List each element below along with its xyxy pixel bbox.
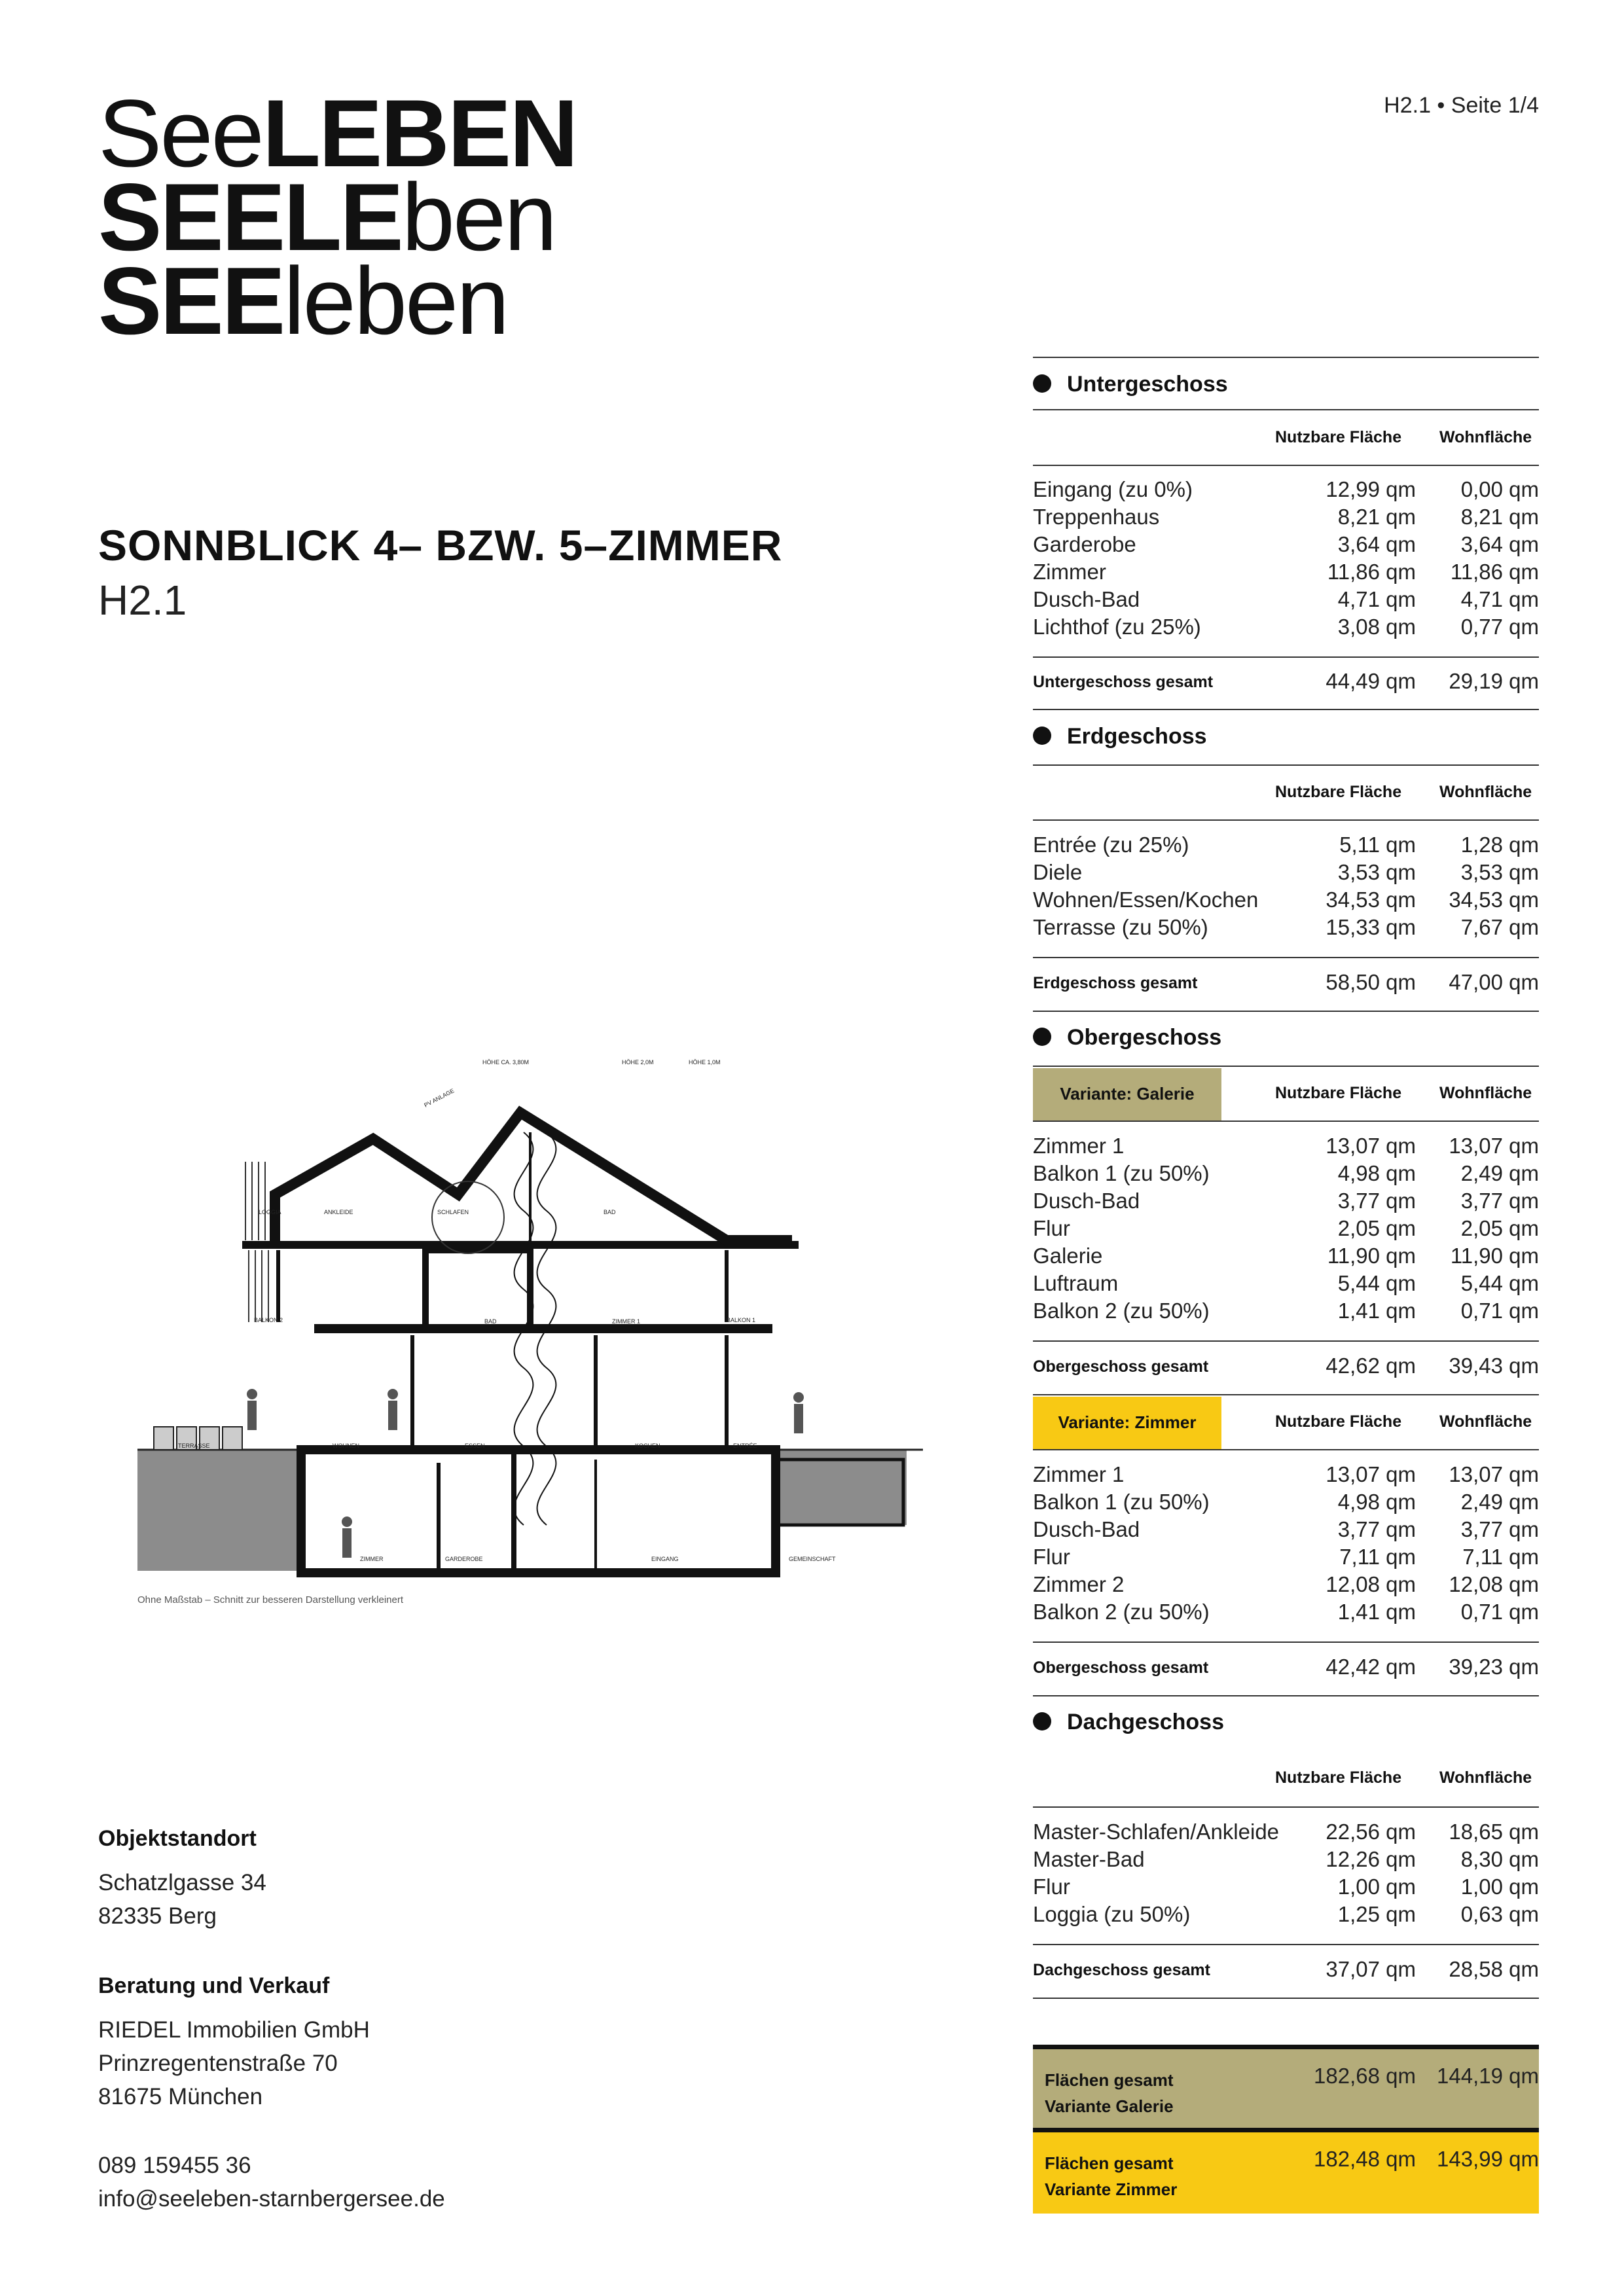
label-height-3: HÖHE 1,0M — [689, 1059, 721, 1066]
table-row: Zimmer 1 13,07 qm 13,07 qm — [1033, 1134, 1539, 1158]
company-name: RIEDEL Immobilien GmbH — [98, 2017, 370, 2043]
divider — [1033, 764, 1539, 766]
email-link[interactable]: info@seeleben-starnbergersee.de — [98, 2186, 445, 2212]
column-header-living: Wohnfläche — [1439, 1412, 1532, 1431]
label-zimmer-ug: ZIMMER — [360, 1556, 384, 1562]
label-terrasse: TERRASSE — [178, 1443, 210, 1449]
label-wohnen: WOHNEN — [333, 1443, 359, 1449]
label-essen: ESSEN — [465, 1443, 485, 1449]
company-city: 81675 München — [98, 2084, 263, 2109]
divider — [1033, 1695, 1539, 1696]
column-header-usable: Nutzbare Fläche — [1275, 1768, 1402, 1787]
sales-block — [98, 1973, 370, 2113]
bullet-icon — [1033, 726, 1051, 745]
column-header-usable: Nutzbare Fläche — [1275, 783, 1402, 801]
table-row: Master-Schlafen/Ankleide 22,56 qm 18,65 qm — [1033, 1820, 1539, 1844]
balcony-railing-left — [249, 1250, 268, 1322]
table-row: Zimmer 11,86 qm 11,86 qm — [1033, 560, 1539, 584]
table-row: Flur 7,11 qm 7,11 qm — [1033, 1545, 1539, 1569]
page-title: SONNBLICK 4– BZW. 5–ZIMMER — [98, 521, 783, 569]
label-entree: ENTRÉE — [733, 1443, 757, 1449]
bullet-icon — [1033, 374, 1051, 393]
total-row-dachgeschoss: Dachgeschoss gesamt 37,07 qm 28,58 qm — [1033, 1957, 1539, 1981]
table-row: Zimmer 1 13,07 qm 13,07 qm — [1033, 1462, 1539, 1486]
label-height-2: HÖHE 2,0M — [622, 1059, 654, 1066]
table-row: Master-Bad 12,26 qm 8,30 qm — [1033, 1847, 1539, 1871]
column-header-living: Wohnfläche — [1439, 1084, 1532, 1102]
basement-outline — [301, 1450, 776, 1573]
table-row: Balkon 1 (zu 50%) 4,98 qm 2,49 qm — [1033, 1161, 1539, 1185]
terrain-left — [137, 1450, 301, 1571]
section-heading-untergeschoss: Untergeschoss — [1033, 372, 1228, 397]
building-section-drawing — [137, 1054, 923, 1617]
contact-block — [98, 2149, 445, 2215]
table-row: Entrée (zu 25%) 5,11 qm 1,28 qm — [1033, 833, 1539, 857]
column-header-usable: Nutzbare Fläche — [1275, 1412, 1402, 1431]
table-row: Treppenhaus 8,21 qm 8,21 qm — [1033, 505, 1539, 529]
column-header-usable: Nutzbare Fläche — [1275, 1084, 1402, 1102]
divider — [1033, 1394, 1539, 1395]
phone-number: 089 159455 36 — [98, 2153, 251, 2178]
label-schlafen: SCHLAFEN — [437, 1209, 469, 1215]
divider — [1033, 1066, 1539, 1067]
label-kochen: KOCHEN — [635, 1443, 660, 1449]
page-subtitle: H2.1 — [98, 577, 187, 624]
location-street: Schatzlgasse 34 — [98, 1870, 266, 1895]
location-city: 82335 Berg — [98, 1903, 217, 1929]
label-bad-og: BAD — [484, 1318, 497, 1325]
divider — [1033, 1944, 1539, 1945]
logo-line-1: SeeLEBEN — [98, 80, 577, 187]
variant-badge-galerie: Variante: Galerie — [1033, 1068, 1221, 1121]
total-row-untergeschoss: Untergeschoss gesamt 44,49 qm 29,19 qm — [1033, 669, 1539, 693]
label-gemeinschaft: GEMEINSCHAFT — [789, 1556, 836, 1562]
bathroom-box — [425, 1250, 530, 1329]
table-row: Lichthof (zu 25%) 3,08 qm 0,77 qm — [1033, 615, 1539, 639]
column-header-living: Wohnfläche — [1439, 1768, 1532, 1787]
table-row: Terrasse (zu 50%) 15,33 qm 7,67 qm — [1033, 915, 1539, 939]
label-bad-dg: BAD — [604, 1209, 616, 1215]
divider — [1033, 957, 1539, 958]
divider — [1033, 709, 1539, 710]
divider — [1033, 1121, 1539, 1122]
sales-heading: Beratung und Verkauf — [98, 1973, 330, 1998]
bullet-icon — [1033, 1712, 1051, 1731]
brand-logo — [98, 80, 577, 354]
divider — [1033, 1641, 1539, 1643]
table-row: Galerie 11,90 qm 11,90 qm — [1033, 1244, 1539, 1268]
divider — [1033, 1340, 1539, 1342]
table-row: Dusch-Bad 3,77 qm 3,77 qm — [1033, 1517, 1539, 1541]
total-row-obergeschoss-galerie: Obergeschoss gesamt 42,62 qm 39,43 qm — [1033, 1354, 1539, 1378]
label-eingang: EINGANG — [651, 1556, 679, 1562]
page-reference: H2.1 • Seite 1/4 — [1384, 93, 1539, 118]
section-heading-dachgeschoss: Dachgeschoss — [1033, 1710, 1224, 1735]
table-row: Balkon 1 (zu 50%) 4,98 qm 2,49 qm — [1033, 1490, 1539, 1514]
total-row-erdgeschoss: Erdgeschoss gesamt 58,50 qm 47,00 qm — [1033, 970, 1539, 994]
table-row: Luftraum 5,44 qm 5,44 qm — [1033, 1271, 1539, 1295]
company-street: Prinzregentenstraße 70 — [98, 2051, 338, 2076]
column-header-usable: Nutzbare Fläche — [1275, 428, 1402, 446]
location-block — [98, 1826, 266, 1933]
divider — [1033, 409, 1539, 410]
table-row: Flur 1,00 qm 1,00 qm — [1033, 1874, 1539, 1899]
summary-box-zimmer: Flächen gesamt Variante Zimmer 182,48 qm 143,99 qm — [1033, 2128, 1539, 2214]
section-heading-obergeschoss: Obergeschoss — [1033, 1025, 1221, 1050]
divider — [1033, 1011, 1539, 1012]
summary-box-galerie: Flächen gesamt Variante Galerie 182,68 qm 144,19 qm — [1033, 2045, 1539, 2130]
divider — [1033, 357, 1539, 358]
logo-line-3: SEEleben — [98, 247, 508, 354]
variant-badge-zimmer: Variante: Zimmer — [1033, 1397, 1221, 1449]
divider — [1033, 1998, 1539, 1999]
table-row: Balkon 2 (zu 50%) 1,41 qm 0,71 qm — [1033, 1299, 1539, 1323]
human-figures — [247, 1389, 804, 1558]
drawing-caption: Ohne Maßstab – Schnitt zur besseren Darstellung verkleinert — [137, 1594, 404, 1605]
label-pv: PV ANLAGE — [423, 1087, 456, 1109]
table-row: Diele 3,53 qm 3,53 qm — [1033, 860, 1539, 884]
total-row-obergeschoss-zimmer: Obergeschoss gesamt 42,42 qm 39,23 qm — [1033, 1655, 1539, 1679]
table-row: Wohnen/Essen/Kochen 34,53 qm 34,53 qm — [1033, 888, 1539, 912]
table-row: Loggia (zu 50%) 1,25 qm 0,63 qm — [1033, 1902, 1539, 1926]
label-balkon-2: BALKON 2 — [254, 1317, 283, 1323]
loggia-railing — [245, 1162, 265, 1240]
table-row: Zimmer 2 12,08 qm 12,08 qm — [1033, 1572, 1539, 1596]
divider — [1033, 465, 1539, 466]
section-heading-erdgeschoss: Erdgeschoss — [1033, 724, 1207, 749]
label-height-1: HÖHE CA. 3,80M — [482, 1059, 530, 1066]
label-garderobe: GARDEROBE — [445, 1556, 483, 1562]
table-row: Eingang (zu 0%) 12,99 qm 0,00 qm — [1033, 477, 1539, 501]
label-zimmer-1: ZIMMER 1 — [612, 1318, 641, 1325]
column-header-living: Wohnfläche — [1439, 783, 1532, 801]
divider — [1033, 819, 1539, 821]
table-row: Dusch-Bad 4,71 qm 4,71 qm — [1033, 587, 1539, 611]
table-row: Dusch-Bad 3,77 qm 3,77 qm — [1033, 1189, 1539, 1213]
bullet-icon — [1033, 1028, 1051, 1046]
table-row: Balkon 2 (zu 50%) 1,41 qm 0,71 qm — [1033, 1600, 1539, 1624]
logo-line-2: SEELEben — [98, 164, 556, 270]
divider — [1033, 656, 1539, 658]
column-header-living: Wohnfläche — [1439, 428, 1532, 446]
divider — [1033, 1449, 1539, 1450]
label-balkon-1: BALKON 1 — [727, 1317, 756, 1323]
table-row: Garderobe 3,64 qm 3,64 qm — [1033, 532, 1539, 556]
label-ankleide: ANKLEIDE — [324, 1209, 353, 1215]
label-loggia: LOGGIA — [259, 1209, 281, 1215]
divider — [1033, 1806, 1539, 1808]
table-row: Flur 2,05 qm 2,05 qm — [1033, 1216, 1539, 1240]
location-heading: Objektstandort — [98, 1826, 257, 1851]
